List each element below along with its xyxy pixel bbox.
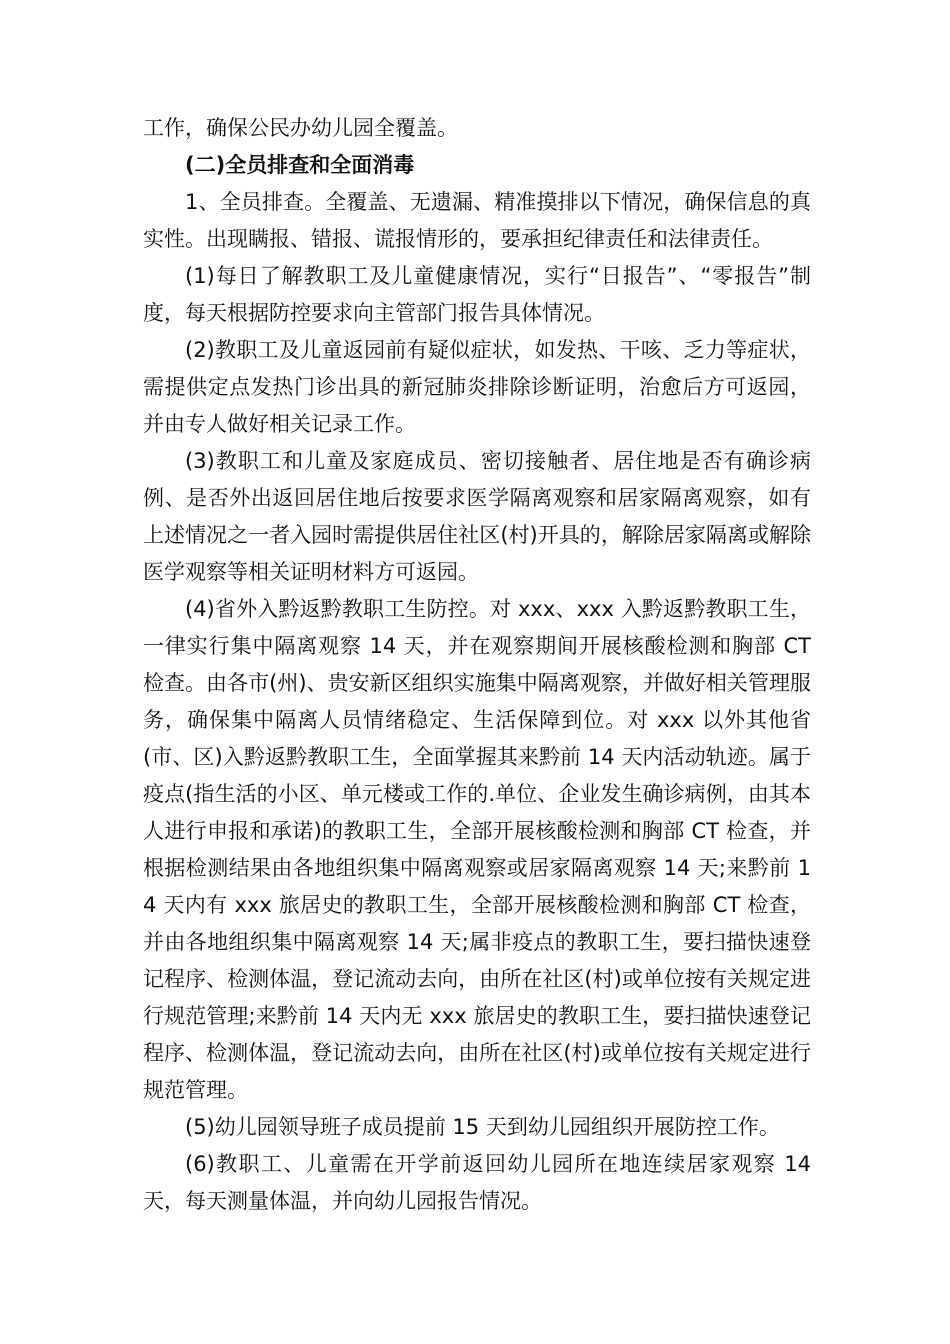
section-heading: (二)全员排查和全面消毒 (185, 153, 415, 177)
paragraph-subitem-3: (3)教职工和儿童及家庭成员、密切接触者、居住地是否有确诊病例、是否外出返回居住地后按要求医学隔离观察和居家隔离观察，如有上述情况之一者入园时需提供居住社区(村)开具的，解除居家隔离或解除医学观察等相关证明材料方可返园。 (143, 449, 811, 584)
paragraph-subitem-6: (6)教职工、儿童需在开学前返回幼儿园所在地连续居家观察 14 天，每天测量体温，并向幼儿园报告情况。 (143, 1152, 811, 1213)
paragraph-continuation: 工作，确保公民办幼儿园全覆盖。 (143, 116, 458, 140)
paragraph-subitem-5: (5)幼儿园领导班子成员提前 15 天到幼儿园组织开展防控工作。 (185, 1115, 780, 1139)
paragraph-subitem-2: (2)教职工及儿童返园前有疑似症状，如发热、干咳、乏力等症状，需提供定点发热门诊出具的新冠肺炎排除诊断证明，治愈后方可返园，并由专人做好相关记录工作。 (143, 338, 811, 436)
paragraph-item-1: 1、全员排查。全覆盖、无遗漏、精准摸排以下情况，确保信息的真实性。出现瞒报、错报、谎报情形的，要承担纪律责任和法律责任。 (143, 190, 811, 251)
paragraph-subitem-4: (4)省外入黔返黔教职工生防控。对 xxx、xxx 入黔返黔教职工生，一律实行集中隔离观察 14 天，并在观察期间开展核酸检测和胸部 CT 检查。由各市(州)、贵安新区组织实施集中隔离观察，并做好相关管理服务，确保集中隔离人员情绪稳定、生活保障到位。对 xxx 以外其他省(市、区)入黔返黔教职工生，全面掌握其来黔前 14 天内活动轨迹。属于疫点(指生活的小区、单元楼或工作的.单位、企业发生确诊病例，由其本人进行申报和承诺)的教职工生，全部开展核酸检测和胸部 CT 检查，并根据检测结果由各地组织集中隔离观察或居家隔离观察 14 天;来黔前 14 天内有 xxx 旅居史的教职工生，全部开展核酸检测和胸部 CT 检查，并由各地组织集中隔离观察 14 天;属非疫点的教职工生，要扫描快速登记程序、检测体温，登记流动去向，由所在社区(村)或单位按有关规定进行规范管理;来黔前 14 天内无 xxx 旅居史的教职工生，要扫描快速登记程序、检测体温，登记流动去向，由所在社区(村)或单位按有关规定进行规范管理。 (143, 597, 811, 1102)
paragraph-subitem-1: (1)每日了解教职工及儿童健康情况，实行“日报告”、“零报告”制度，每天根据防控要求向主管部门报告具体情况。 (143, 264, 811, 325)
document-body (143, 110, 811, 1220)
